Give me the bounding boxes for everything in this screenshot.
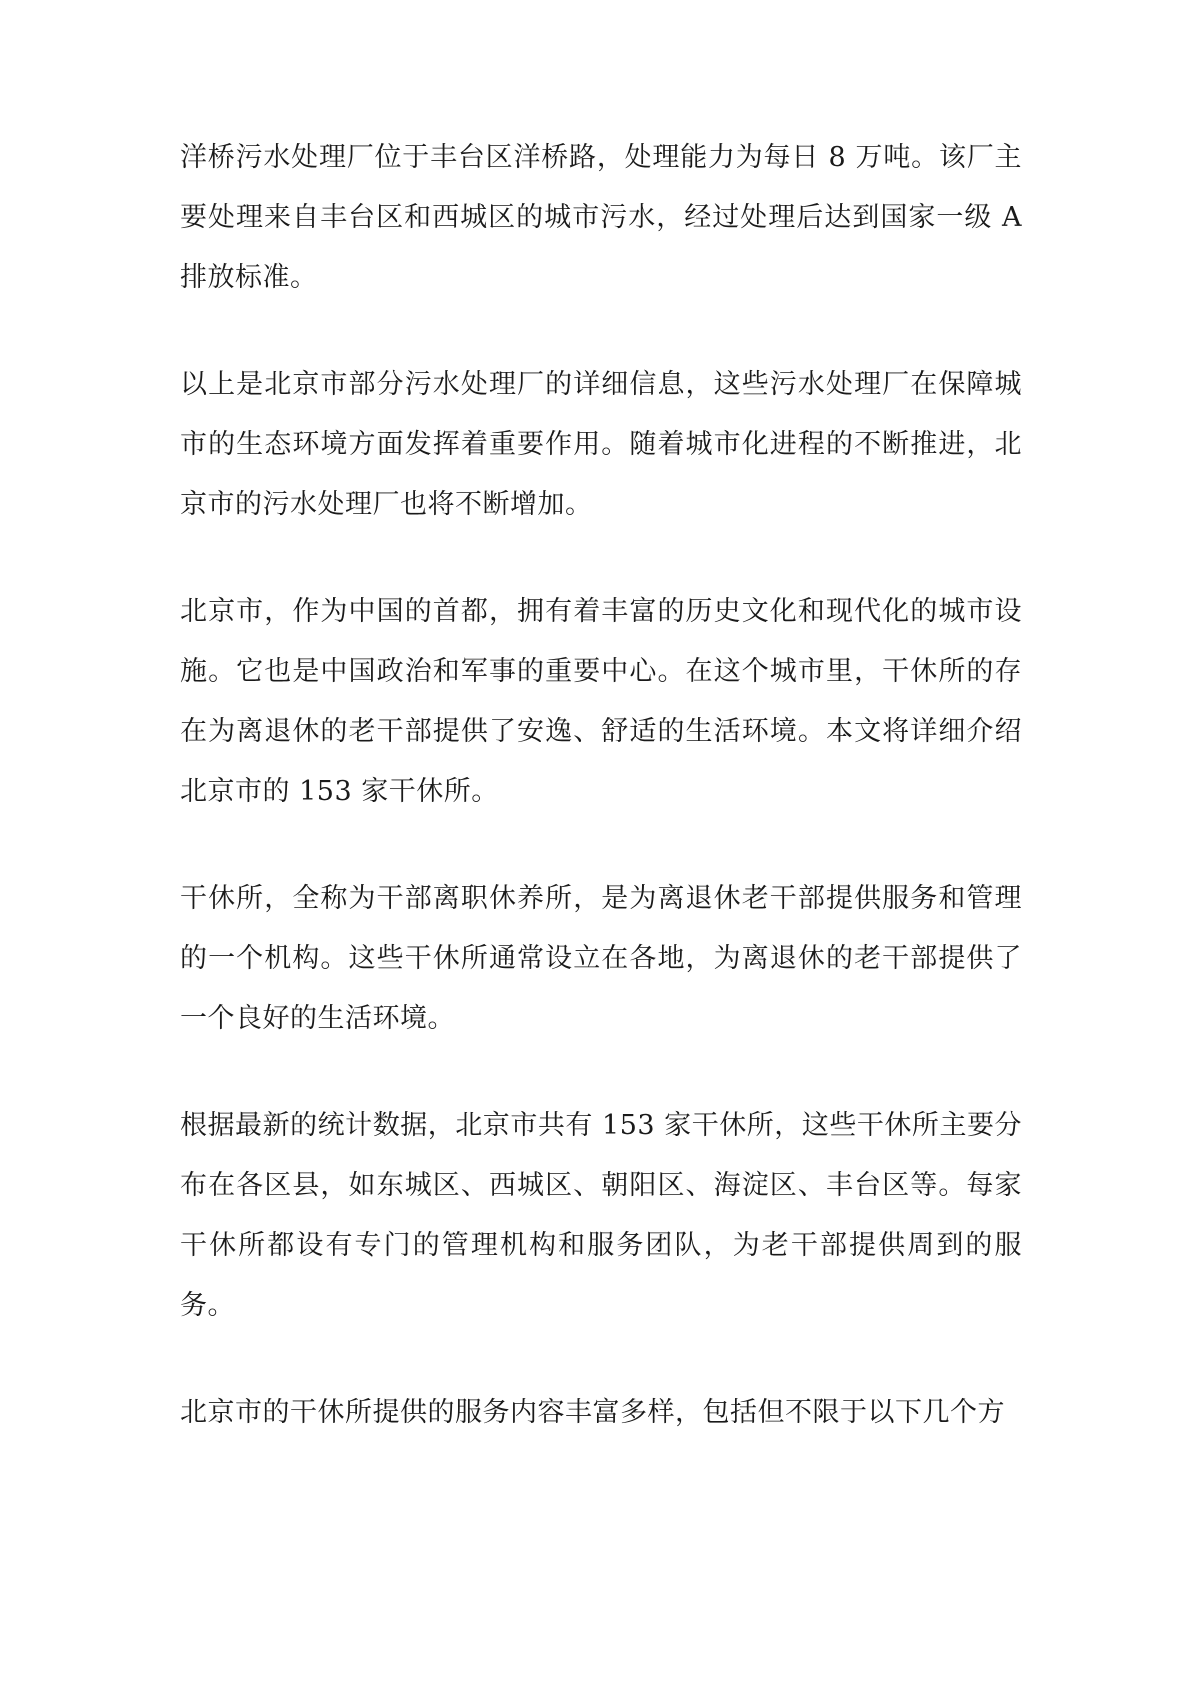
paragraph-ganxiusuo-definition: 干休所，全称为干部离职休养所，是为离退休老干部提供服务和管理的一个机构。这些干休所通常设立在各地，为离退休的老干部提供了一个良好的生活环境。 [180,883,1022,1034]
document-body [180,128,1022,1443]
paragraph-beijing-intro: 北京市，作为中国的首都，拥有着丰富的历史文化和现代化的城市设施。它也是中国政治和军事的重要中心。在这个城市里，干休所的存在为离退休的老干部提供了安逸、舒适的生活环境。本文将详细介绍北京市的 153 家干休所。 [180,596,1022,807]
paragraph-services: 北京市的干休所提供的服务内容丰富多样，包括但不限于以下几个方 [180,1397,1005,1428]
paragraph-statistics: 根据最新的统计数据，北京市共有 153 家干休所，这些干休所主要分布在各区县，如东城区、西城区、朝阳区、海淀区、丰台区等。每家干休所都设有专门的管理机构和服务团队，为老干部提供周到的服务。 [180,1110,1022,1321]
paragraph-plants-summary: 以上是北京市部分污水处理厂的详细信息，这些污水处理厂在保障城市的生态环境方面发挥着重要作用。随着城市化进程的不断推进，北京市的污水处理厂也将不断增加。 [180,369,1022,520]
paragraph-yangqiao-plant: 洋桥污水处理厂位于丰台区洋桥路，处理能力为每日 8 万吨。该厂主要处理来自丰台区和西城区的城市污水，经过处理后达到国家一级 A 排放标准。 [180,142,1022,293]
